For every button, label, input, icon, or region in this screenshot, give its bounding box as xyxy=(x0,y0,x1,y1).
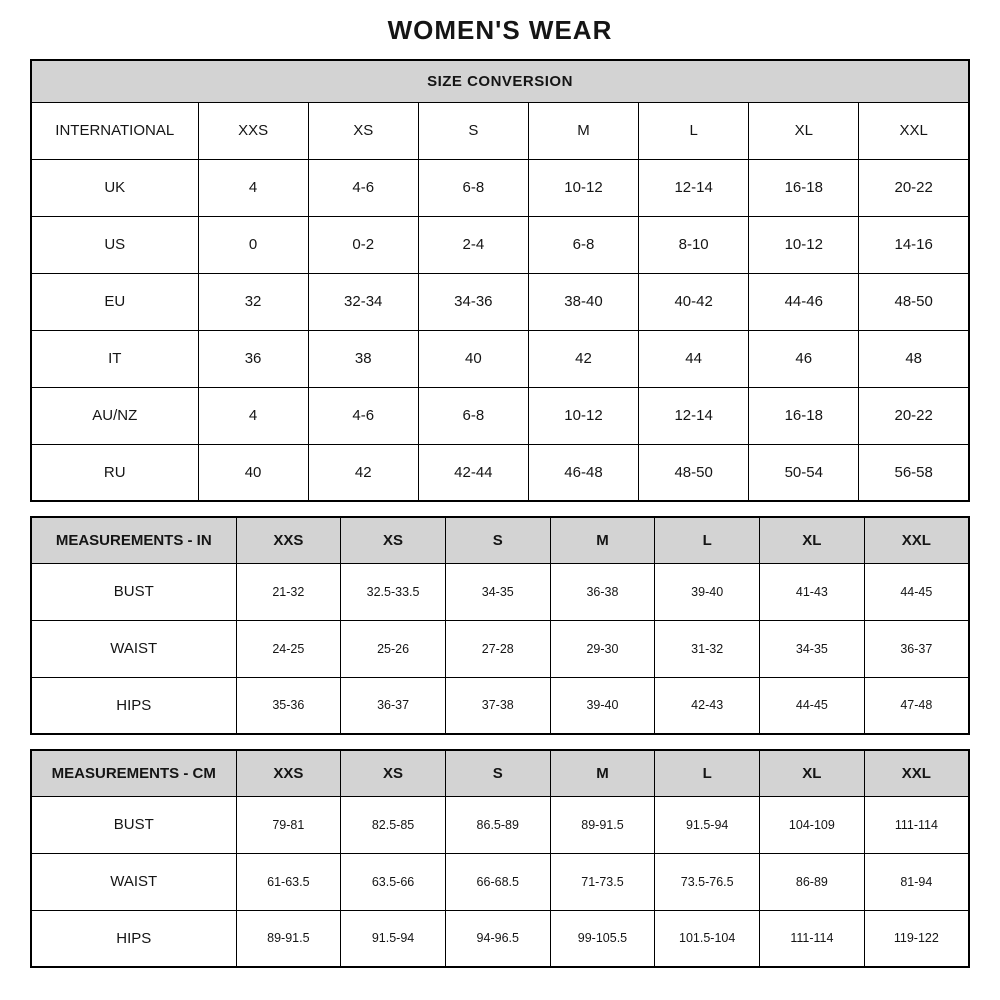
table-cell: 39-40 xyxy=(655,563,760,620)
table-cell: 39-40 xyxy=(550,677,655,734)
table-cell: 73.5-76.5 xyxy=(655,853,760,910)
table-row xyxy=(31,273,969,330)
table-row xyxy=(31,216,969,273)
row-label: HIPS xyxy=(31,910,236,967)
table-cell: 10-12 xyxy=(528,159,638,216)
table-cell: 42 xyxy=(308,444,418,501)
table-cell: 38 xyxy=(308,330,418,387)
row-label: BUST xyxy=(31,796,236,853)
table-cell: 34-35 xyxy=(760,620,865,677)
table-row xyxy=(31,563,969,620)
column-header: S xyxy=(418,102,528,159)
table-cell: 6-8 xyxy=(418,159,528,216)
row-label: US xyxy=(31,216,198,273)
table-row xyxy=(31,910,969,967)
table-cell: 21-32 xyxy=(236,563,341,620)
column-header: M xyxy=(550,750,655,796)
row-label: HIPS xyxy=(31,677,236,734)
column-header: S xyxy=(445,750,550,796)
table-cell: 12-14 xyxy=(639,159,749,216)
table-cell: 104-109 xyxy=(760,796,865,853)
table-cell: 46 xyxy=(749,330,859,387)
column-header: XS xyxy=(341,750,446,796)
column-header: L xyxy=(655,750,760,796)
table-cell: 119-122 xyxy=(864,910,969,967)
table-cell: 0-2 xyxy=(308,216,418,273)
table-cell: 48-50 xyxy=(639,444,749,501)
row-label: IT xyxy=(31,330,198,387)
measurements-in-header-row xyxy=(31,517,969,563)
table-cell: 37-38 xyxy=(445,677,550,734)
table-cell: 0 xyxy=(198,216,308,273)
table-cell: 20-22 xyxy=(859,387,969,444)
table-cell: 6-8 xyxy=(418,387,528,444)
table-cell: 2-4 xyxy=(418,216,528,273)
column-header: XS xyxy=(341,517,446,563)
row-label: RU xyxy=(31,444,198,501)
table-cell: 16-18 xyxy=(749,159,859,216)
measurements-cm-table xyxy=(30,749,970,968)
table-cell: 14-16 xyxy=(859,216,969,273)
table-cell: 34-35 xyxy=(445,563,550,620)
column-header: XS xyxy=(308,102,418,159)
size-conversion-header-row xyxy=(31,102,969,159)
table-cell: 10-12 xyxy=(749,216,859,273)
table-cell: 24-25 xyxy=(236,620,341,677)
table-cell: 81-94 xyxy=(864,853,969,910)
table-cell: 6-8 xyxy=(528,216,638,273)
table-cell: 61-63.5 xyxy=(236,853,341,910)
column-header: S xyxy=(445,517,550,563)
column-header: XXS xyxy=(236,750,341,796)
row-label: EU xyxy=(31,273,198,330)
table-row xyxy=(31,330,969,387)
table-cell: 47-48 xyxy=(864,677,969,734)
table-cell: 32-34 xyxy=(308,273,418,330)
table-cell: 35-36 xyxy=(236,677,341,734)
table-cell: 50-54 xyxy=(749,444,859,501)
table-cell: 86.5-89 xyxy=(445,796,550,853)
table-cell: 36-38 xyxy=(550,563,655,620)
size-conversion-table xyxy=(30,59,970,502)
table-cell: 32.5-33.5 xyxy=(341,563,446,620)
row-label: AU/NZ xyxy=(31,387,198,444)
column-header: XXL xyxy=(859,102,969,159)
table-cell: 91.5-94 xyxy=(655,796,760,853)
measurements-in-title: MEASUREMENTS - IN xyxy=(31,517,236,563)
table-cell: 34-36 xyxy=(418,273,528,330)
table-cell: 44 xyxy=(639,330,749,387)
table-cell: 36-37 xyxy=(864,620,969,677)
table-cell: 29-30 xyxy=(550,620,655,677)
table-cell: 38-40 xyxy=(528,273,638,330)
row-label: UK xyxy=(31,159,198,216)
table-cell: 82.5-85 xyxy=(341,796,446,853)
table-cell: 4-6 xyxy=(308,387,418,444)
column-header: XL xyxy=(760,750,865,796)
table-cell: 89-91.5 xyxy=(236,910,341,967)
table-cell: 79-81 xyxy=(236,796,341,853)
table-row xyxy=(31,387,969,444)
table-row xyxy=(31,796,969,853)
column-header: L xyxy=(655,517,760,563)
table-cell: 71-73.5 xyxy=(550,853,655,910)
measurements-in-table xyxy=(30,516,970,735)
table-cell: 31-32 xyxy=(655,620,760,677)
table-cell: 10-12 xyxy=(528,387,638,444)
table-cell: 40-42 xyxy=(639,273,749,330)
table-cell: 86-89 xyxy=(760,853,865,910)
size-conversion-caption-row xyxy=(31,60,969,102)
table-cell: 66-68.5 xyxy=(445,853,550,910)
page-title: WOMEN'S WEAR xyxy=(387,15,613,45)
table-cell: 25-26 xyxy=(341,620,446,677)
table-cell: 46-48 xyxy=(528,444,638,501)
table-cell: 111-114 xyxy=(760,910,865,967)
table-cell: 48 xyxy=(859,330,969,387)
column-header: XXL xyxy=(864,517,969,563)
table-cell: 36-37 xyxy=(341,677,446,734)
table-cell: 36 xyxy=(198,330,308,387)
size-conversion-caption: SIZE CONVERSION xyxy=(31,60,969,102)
table-cell: 4 xyxy=(198,159,308,216)
column-header: XXS xyxy=(236,517,341,563)
table-cell: 32 xyxy=(198,273,308,330)
column-header: XL xyxy=(749,102,859,159)
table-cell: 99-105.5 xyxy=(550,910,655,967)
row-label: WAIST xyxy=(31,853,236,910)
column-header: XXL xyxy=(864,750,969,796)
row-label: WAIST xyxy=(31,620,236,677)
table-row xyxy=(31,677,969,734)
table-cell: 91.5-94 xyxy=(341,910,446,967)
table-cell: 101.5-104 xyxy=(655,910,760,967)
table-cell: 89-91.5 xyxy=(550,796,655,853)
table-cell: 4 xyxy=(198,387,308,444)
table-cell: 48-50 xyxy=(859,273,969,330)
table-cell: 27-28 xyxy=(445,620,550,677)
column-header: L xyxy=(639,102,749,159)
table-row xyxy=(31,853,969,910)
table-cell: 16-18 xyxy=(749,387,859,444)
measurements-cm-header-row xyxy=(31,750,969,796)
table-cell: 4-6 xyxy=(308,159,418,216)
column-header: INTERNATIONAL xyxy=(31,102,198,159)
table-cell: 20-22 xyxy=(859,159,969,216)
table-cell: 8-10 xyxy=(639,216,749,273)
table-cell: 42-44 xyxy=(418,444,528,501)
table-cell: 94-96.5 xyxy=(445,910,550,967)
table-row xyxy=(31,620,969,677)
table-cell: 44-45 xyxy=(864,563,969,620)
table-cell: 40 xyxy=(418,330,528,387)
column-header: M xyxy=(550,517,655,563)
table-row xyxy=(31,444,969,501)
table-cell: 12-14 xyxy=(639,387,749,444)
column-header: XL xyxy=(760,517,865,563)
table-cell: 42 xyxy=(528,330,638,387)
table-cell: 44-45 xyxy=(760,677,865,734)
table-cell: 44-46 xyxy=(749,273,859,330)
table-cell: 56-58 xyxy=(859,444,969,501)
table-cell: 42-43 xyxy=(655,677,760,734)
table-cell: 41-43 xyxy=(760,563,865,620)
table-cell: 63.5-66 xyxy=(341,853,446,910)
row-label: BUST xyxy=(31,563,236,620)
table-cell: 40 xyxy=(198,444,308,501)
table-row xyxy=(31,159,969,216)
column-header: XXS xyxy=(198,102,308,159)
measurements-cm-title: MEASUREMENTS - CM xyxy=(31,750,236,796)
column-header: M xyxy=(528,102,638,159)
table-cell: 111-114 xyxy=(864,796,969,853)
